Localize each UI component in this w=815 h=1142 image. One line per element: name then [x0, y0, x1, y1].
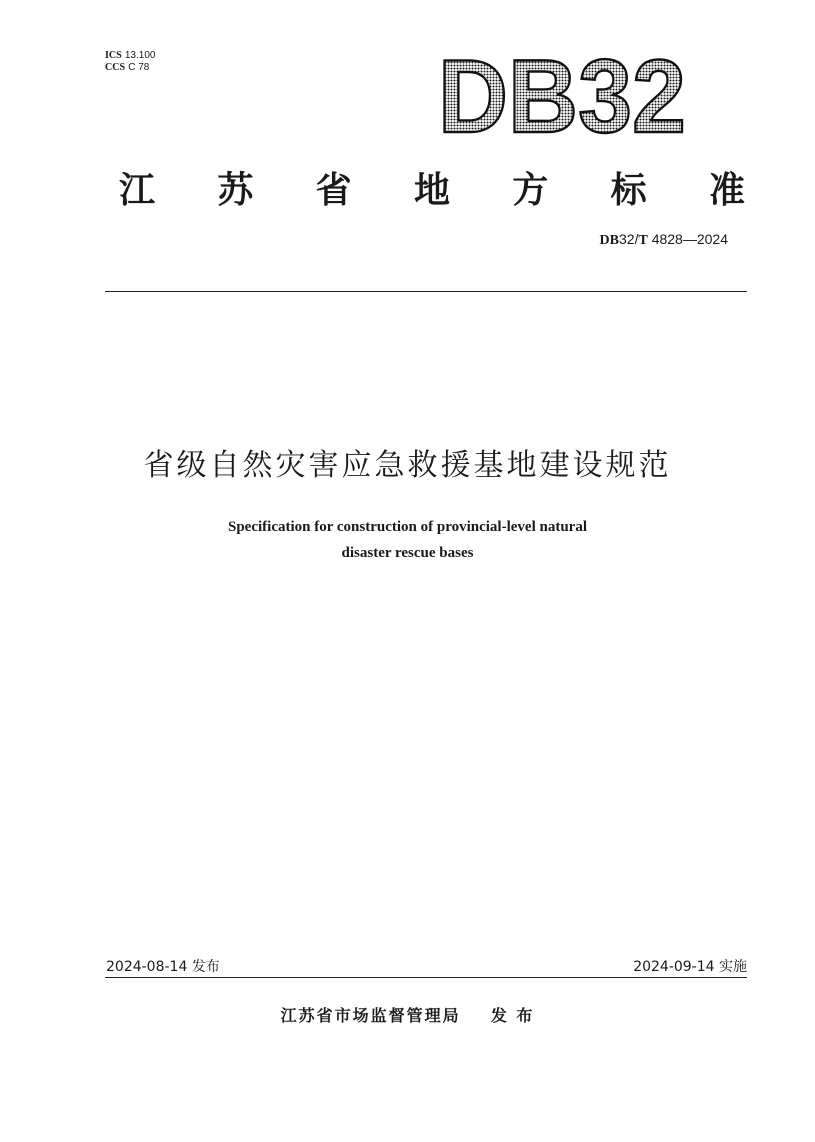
document-title-cn: 省级自然灾害应急救援基地建设规范: [143, 448, 672, 483]
implement-date: 2024-09-14 实施: [633, 959, 747, 975]
ccs-label: CCS: [105, 62, 126, 73]
title-char: 方: [512, 170, 549, 211]
province-standard-title: [112, 162, 752, 210]
ccs-code: [105, 62, 155, 74]
ics-label: ICS: [105, 50, 122, 61]
logo-text: DB32: [438, 52, 686, 138]
title-char: 苏: [217, 170, 254, 211]
title-char: 江: [118, 170, 155, 211]
title-char: 省: [315, 170, 352, 211]
title-en-line1: Specification for construction of provincial-level natural: [228, 519, 587, 535]
db32-logo: [438, 52, 688, 138]
std-mid: 32/: [619, 231, 639, 247]
issuing-authority: 江苏省市场监督管理局 发 布: [280, 1006, 535, 1025]
header-divider: [105, 291, 747, 292]
ccs-value: C 78: [128, 62, 150, 73]
std-number: 4828—2024: [647, 231, 728, 247]
std-type: T: [638, 233, 648, 248]
document-title-en: [0, 514, 815, 566]
footer-divider: [105, 977, 747, 978]
standard-number: [600, 231, 728, 249]
title-char: 准: [708, 170, 745, 211]
title-char: 标: [610, 170, 647, 211]
classification-codes: [105, 50, 155, 74]
ics-code: [105, 50, 155, 62]
title-en-line2: disaster rescue bases: [341, 545, 474, 561]
publish-date: 2024-08-14 发布: [106, 959, 220, 975]
std-prefix: DB: [599, 233, 619, 248]
title-char: 地: [413, 170, 450, 211]
ics-value: 13.100: [124, 50, 156, 61]
